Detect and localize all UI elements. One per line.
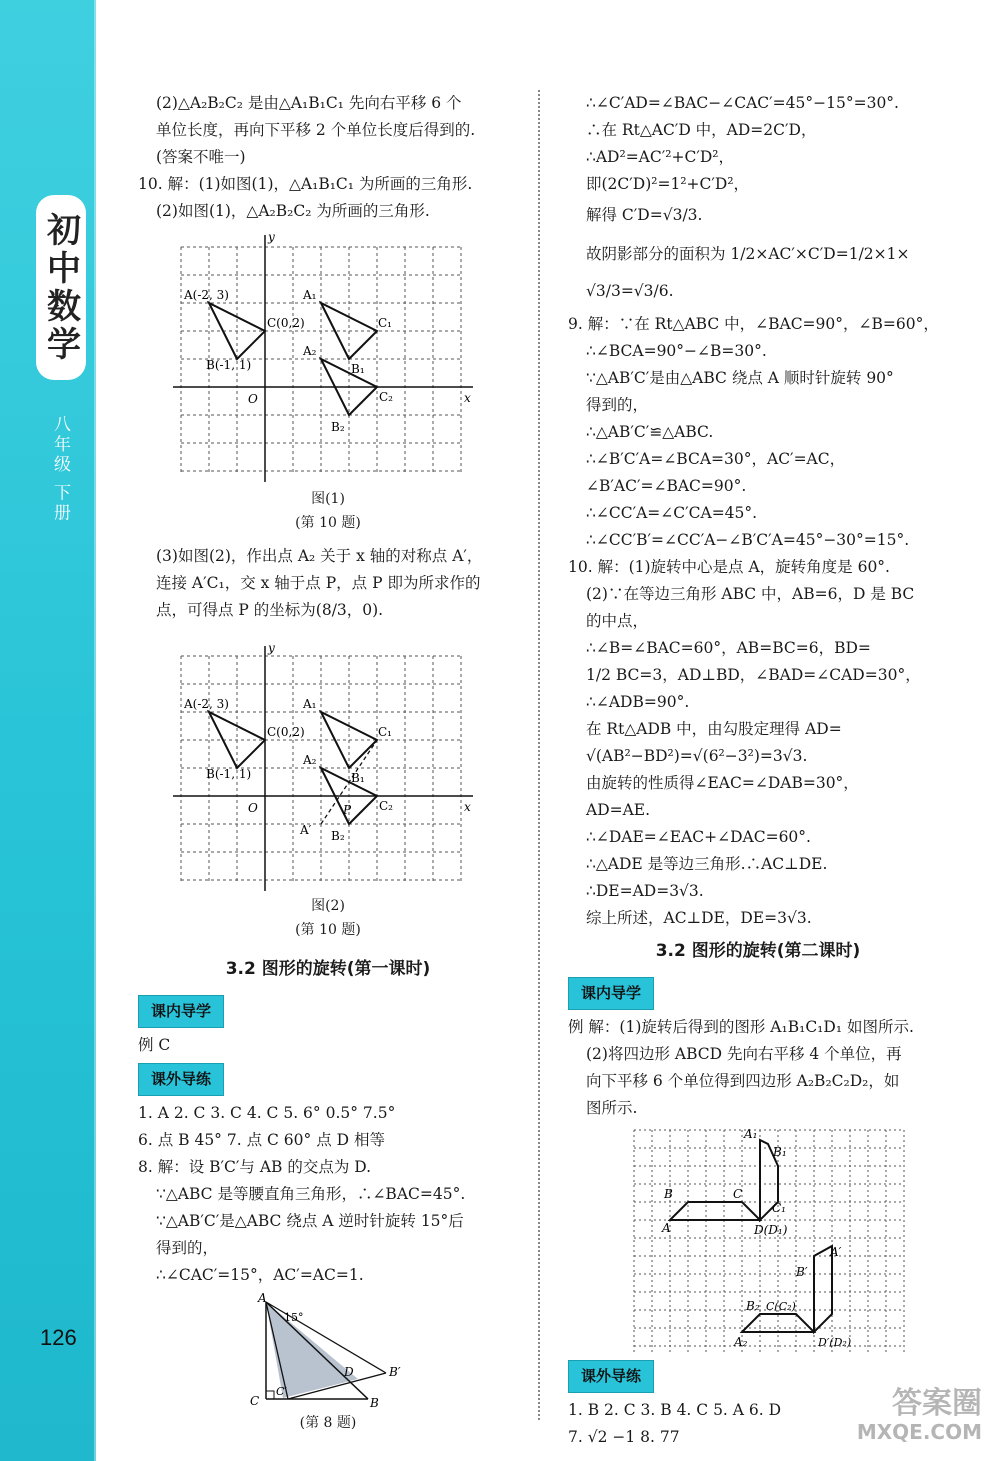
angle-label: 15° xyxy=(284,1311,304,1324)
text-line: ∵△AB′C′是由△ABC 绕点 A 顺时针旋转 90° xyxy=(586,369,894,387)
x-label: x xyxy=(464,391,471,405)
text-line: 点，可得点 P 的坐标为(8/3，0). xyxy=(156,601,384,619)
figure-question: (第 10 题) xyxy=(295,922,361,938)
point-label: D′(D₂) xyxy=(818,1336,852,1349)
grid xyxy=(634,1130,904,1352)
text-line: √(AB²−BD²)=√(6²−3²)=3√3. xyxy=(586,747,808,765)
text-line: 得到的， xyxy=(156,1239,219,1257)
point-label: B₂ xyxy=(746,1299,760,1313)
point-label: C₁ xyxy=(378,725,392,739)
answer-line: 1. B 2. C 3. B 4. C 5. A 6. D xyxy=(568,1401,782,1419)
y-label: y xyxy=(268,230,275,244)
text-line: 例 C xyxy=(138,1036,171,1054)
point-label: B₁ xyxy=(351,771,365,785)
text-line: 10. 解：(1)如图(1)，△A₁B₁C₁ 为所画的三角形. xyxy=(138,175,473,193)
text-line: 10. 解：(1)旋转中心是点 A，旋转角度是 60°. xyxy=(568,558,890,576)
point-label: C(C₂) xyxy=(766,1300,796,1313)
text-line: ∴∠CC′B′=∠CC′A−∠B′C′A=45°−30°=15°. xyxy=(586,531,910,549)
page-number: 126 xyxy=(40,1325,77,1350)
point-label: B₂ xyxy=(331,420,345,434)
sidebar-title: 初中数学 xyxy=(36,195,86,380)
text-line: 即(2C′D)²=1²+C′D²， xyxy=(586,175,750,193)
text-line: √3/3=√3/6. xyxy=(586,282,674,300)
point-label: B xyxy=(370,1396,379,1410)
text-line: 例 解：(1)旋转后得到的图形 A₁B₁C₁D₁ 如图所示. xyxy=(568,1018,914,1036)
point-label: C₂ xyxy=(379,799,393,813)
y-label: y xyxy=(268,644,275,655)
sidebar xyxy=(0,0,96,1461)
point-label: A(-2, 3) xyxy=(184,697,229,711)
badge-in-class: 课内导学 xyxy=(568,977,654,1010)
text-line: (答案不唯一) xyxy=(156,148,246,166)
section-title: 3.2 图形的旋转(第一课时) xyxy=(225,959,431,979)
text-line: ∴∠ADB=90°. xyxy=(586,693,690,711)
point-label: A xyxy=(258,1293,267,1305)
text-line: ∴∠BCA=90°−∠B=30°. xyxy=(586,342,767,360)
origin-label: O xyxy=(248,392,258,406)
text-line: ∴△ADE 是等边三角形.∴AC⊥DE. xyxy=(586,855,828,873)
point-label: C₁ xyxy=(772,1201,786,1215)
point-label: B₁ xyxy=(773,1145,787,1159)
text-line: ∴∠C′AD=∠BAC−∠CAC′=45°−15°=30°. xyxy=(586,94,899,112)
text-line: 故阴影部分的面积为 1/2×AC′×C′D=1/2×1× xyxy=(586,245,910,263)
text-line: ∴DE=AD=3√3. xyxy=(586,882,704,900)
text-line: (2)如图(1)，△A₂B₂C₂ 为所画的三角形. xyxy=(156,202,430,220)
figure-question: (第 10 题) xyxy=(295,515,361,531)
answer-line: 7. √2 −1 8. 77 xyxy=(568,1428,680,1446)
point-label: D xyxy=(344,1365,354,1379)
coordinate-figure-1 xyxy=(138,227,518,487)
watermark-url: MXQE.COM xyxy=(856,1420,982,1444)
text-line: ∴∠B=∠BAC=60°，AB=BC=6，BD= xyxy=(586,639,871,657)
point-label: A′ xyxy=(830,1245,842,1259)
answer-line: 1. A 2. C 3. C 4. C 5. 6° 0.5° 7.5° xyxy=(138,1104,396,1122)
text-line: 综上所述，AC⊥DE，DE=3√3. xyxy=(586,909,812,927)
column-divider xyxy=(538,90,540,1420)
text-line: ∴在 Rt△AC′D 中，AD=2C′D， xyxy=(586,121,817,139)
point-label: B′ xyxy=(389,1365,401,1379)
left-column xyxy=(138,90,518,1435)
triangle-figure-8 xyxy=(138,1293,518,1411)
point-label: B(-1, 1) xyxy=(206,767,252,781)
text-line: 得到的， xyxy=(586,396,649,414)
text-line: 8. 解：设 B′C′与 AB 的交点为 D. xyxy=(138,1158,372,1176)
text-line: 的中点， xyxy=(586,612,649,630)
point-label: A′ xyxy=(300,823,312,837)
text-line: 单位长度，再向下平移 2 个单位长度后得到的. xyxy=(156,121,476,139)
point-label: D(D₁) xyxy=(754,1223,788,1237)
point-label: A₂ xyxy=(303,344,317,358)
section-title: 3.2 图形的旋转(第二课时) xyxy=(655,941,861,961)
point-label: C xyxy=(250,1394,260,1408)
x-label: x xyxy=(464,800,471,814)
text-line: ∴△AB′C′≌△ABC. xyxy=(586,423,714,441)
text-line: 9. 解：∵在 Rt△ABC 中，∠BAC=90°，∠B=60°， xyxy=(568,315,939,333)
point-label: A₁ xyxy=(744,1127,758,1141)
text-line: 图所示. xyxy=(586,1099,638,1117)
point-label: P xyxy=(343,803,352,817)
text-line: ∴∠DAE=∠EAC+∠DAC=60°. xyxy=(586,828,811,846)
text-line: ∴∠CC′A=∠C′CA=45°. xyxy=(586,504,758,522)
point-label: A₁ xyxy=(303,697,317,711)
figure-caption: (第 8 题) xyxy=(299,1415,357,1431)
point-label: A xyxy=(662,1221,671,1235)
text-line: 由旋转的性质得∠EAC=∠DAB=30°， xyxy=(586,774,859,792)
figure-caption: 图(1) xyxy=(311,491,345,507)
origin-label: O xyxy=(248,801,258,815)
point-label: A(-2, 3) xyxy=(184,288,229,302)
text-line: (2)△A₂B₂C₂ 是由△A₁B₁C₁ 先向右平移 6 个 xyxy=(156,94,462,112)
text-line: (3)如图(2)，作出点 A₂ 关于 x 轴的对称点 A′， xyxy=(156,547,483,565)
point-label: C₂ xyxy=(379,390,393,404)
text-line: (2)将四边形 ABCD 先向右平移 4 个单位，再 xyxy=(586,1045,902,1063)
right-column xyxy=(568,90,948,1451)
quadrilateral-abcd xyxy=(670,1202,760,1220)
point-label: C₁ xyxy=(378,316,392,330)
badge-out-class: 课外导练 xyxy=(568,1360,654,1393)
text-line: 连接 A′C₁，交 x 轴于点 P，点 P 即为所求作的 xyxy=(156,574,481,592)
point-label: A₁ xyxy=(303,288,317,302)
watermark-logo: 答案圈 xyxy=(892,1386,982,1421)
text-line: (2)∵在等边三角形 ABC 中，AB=6，D 是 BC xyxy=(586,585,915,603)
badge-in-class: 课内导学 xyxy=(138,995,224,1028)
badge-out-class: 课外导练 xyxy=(138,1063,224,1096)
point-label: C xyxy=(733,1187,743,1201)
text-line: 1/2 BC=3，AD⊥BD，∠BAD=∠CAD=30°， xyxy=(586,666,921,684)
point-label: B₂ xyxy=(331,829,345,843)
point-label: C(0,2) xyxy=(267,316,305,330)
figure-caption: 图(2) xyxy=(311,898,345,914)
text-line: ∴∠B′C′A=∠BCA=30°，AC′=AC， xyxy=(586,450,846,468)
point-label: C(0,2) xyxy=(267,725,305,739)
point-label: B₁ xyxy=(351,362,365,376)
point-label: A₂ xyxy=(734,1335,748,1349)
text-line: 解得 C′D=√3/3. xyxy=(586,206,703,224)
answer-line: 6. 点 B 45° 7. 点 C 60° 点 D 相等 xyxy=(138,1131,385,1149)
text-line: ∴AD²=AC′²+C′D²， xyxy=(586,148,734,166)
point-label: B xyxy=(664,1187,673,1201)
text-line: ∴∠CAC′=15°，AC′=AC=1. xyxy=(156,1266,364,1284)
point-label: C′ xyxy=(276,1385,287,1398)
sidebar-grade: 八年级 下册 xyxy=(50,415,70,524)
point-label: B′ xyxy=(796,1265,808,1279)
point-label: A₂ xyxy=(303,753,317,767)
text-line: ∵△ABC 是等腰直角三角形，∴∠BAC=45°. xyxy=(156,1185,466,1203)
coordinate-figure-2 xyxy=(138,644,518,894)
rotation-grid-figure xyxy=(568,1126,948,1356)
text-line: AD=AE. xyxy=(586,801,651,819)
right-angle-mark xyxy=(266,1391,274,1399)
text-line: ∠B′AC′=∠BAC=90°. xyxy=(586,477,747,495)
text-line: 向下平移 6 个单位得到四边形 A₂B₂C₂D₂，如 xyxy=(586,1072,900,1090)
point-label: B(-1, 1) xyxy=(206,358,252,372)
text-line: 在 Rt△ADB 中，由勾股定理得 AD= xyxy=(586,720,842,738)
text-line: ∵△AB′C′是△ABC 绕点 A 逆时针旋转 15°后 xyxy=(156,1212,464,1230)
